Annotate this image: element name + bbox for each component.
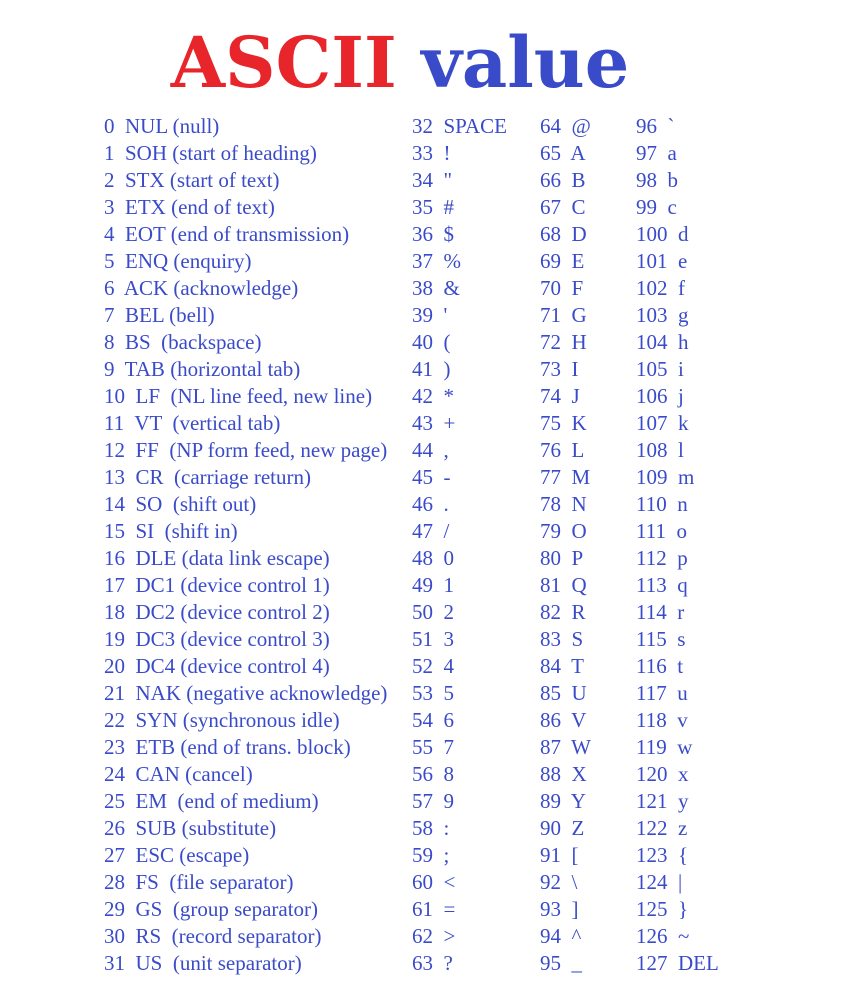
ascii-entry-col4: 110 n xyxy=(636,492,688,516)
ascii-entry-col2: 40 ( xyxy=(412,330,451,354)
ascii-entry-col2: 54 6 xyxy=(412,708,454,732)
ascii-entry-col3: 85 U xyxy=(540,681,587,705)
table-row xyxy=(0,789,868,816)
ascii-entry-col3: 68 D xyxy=(540,222,587,246)
ascii-entry-col3: 95 _ xyxy=(540,951,582,975)
ascii-entry-col2: 38 & xyxy=(412,276,460,300)
ascii-entry-col1: 3 ETX (end of text) xyxy=(104,195,275,219)
ascii-entry-col3: 77 M xyxy=(540,465,591,489)
ascii-entry-col2: 58 : xyxy=(412,816,450,840)
table-row xyxy=(0,303,868,330)
ascii-entry-col3: 80 P xyxy=(540,546,584,570)
table-row xyxy=(0,465,868,492)
table-row xyxy=(0,411,868,438)
ascii-entry-col3: 65 A xyxy=(540,141,586,165)
ascii-entry-col4: 113 q xyxy=(636,573,688,597)
ascii-entry-col1: 19 DC3 (device control 3) xyxy=(104,627,330,651)
ascii-entry-col4: 114 r xyxy=(636,600,685,624)
ascii-entry-col1: 22 SYN (synchronous idle) xyxy=(104,708,340,732)
ascii-entry-col3: 92 \ xyxy=(540,870,578,894)
ascii-entry-col2: 43 + xyxy=(412,411,456,435)
table-row xyxy=(0,762,868,789)
ascii-entry-col3: 73 I xyxy=(540,357,579,381)
ascii-entry-col1: 10 LF (NL line feed, new line) xyxy=(104,384,373,408)
ascii-entry-col2: 44 , xyxy=(412,438,449,462)
ascii-entry-col4: 126 ~ xyxy=(636,924,690,948)
ascii-entry-col3: 72 H xyxy=(540,330,587,354)
ascii-entry-col2: 33 ! xyxy=(412,141,451,165)
ascii-entry-col3: 93 ] xyxy=(540,897,579,921)
ascii-entry-col1: 20 DC4 (device control 4) xyxy=(104,654,330,678)
ascii-entry-col3: 81 Q xyxy=(540,573,587,597)
ascii-entry-col4: 124 | xyxy=(636,870,683,894)
ascii-entry-col1: 13 CR (carriage return) xyxy=(104,465,311,489)
ascii-entry-col4: 107 k xyxy=(636,411,689,435)
ascii-entry-col2: 39 ' xyxy=(412,303,448,327)
ascii-entry-col1: 16 DLE (data link escape) xyxy=(104,546,330,570)
ascii-entry-col4: 103 g xyxy=(636,303,689,327)
ascii-entry-col1: 17 DC1 (device control 1) xyxy=(104,573,330,597)
ascii-entry-col2: 60 < xyxy=(412,870,456,894)
ascii-entry-col2: 41 ) xyxy=(412,357,451,381)
ascii-entry-col3: 82 R xyxy=(540,600,586,624)
ascii-entry-col3: 83 S xyxy=(540,627,584,651)
table-row xyxy=(0,438,868,465)
ascii-entry-col1: 11 VT (vertical tab) xyxy=(104,411,281,435)
ascii-entry-col2: 46 . xyxy=(412,492,449,516)
ascii-entry-col2: 35 # xyxy=(412,195,454,219)
ascii-entry-col3: 64 @ xyxy=(540,114,591,138)
table-row xyxy=(0,681,868,708)
ascii-entry-col2: 48 0 xyxy=(412,546,454,570)
ascii-entry-col1: 23 ETB (end of trans. block) xyxy=(104,735,351,759)
table-row xyxy=(0,573,868,600)
table-row xyxy=(0,870,868,897)
ascii-entry-col1: 5 ENQ (enquiry) xyxy=(104,249,252,273)
table-row xyxy=(0,735,868,762)
ascii-entry-col4: 123 { xyxy=(636,843,689,867)
ascii-entry-col4: 99 c xyxy=(636,195,677,219)
ascii-entry-col2: 32 SPACE xyxy=(412,114,507,138)
table-row xyxy=(0,519,868,546)
page-title xyxy=(0,18,800,108)
ascii-entry-col2: 42 * xyxy=(412,384,454,408)
ascii-entry-col1: 21 NAK (negative acknowledge) xyxy=(104,681,388,705)
table-row xyxy=(0,330,868,357)
table-row xyxy=(0,654,868,681)
ascii-entry-col4: 98 b xyxy=(636,168,678,192)
table-row xyxy=(0,492,868,519)
ascii-entry-col2: 56 8 xyxy=(412,762,454,786)
ascii-entry-col1: 8 BS (backspace) xyxy=(104,330,262,354)
ascii-entry-col3: 78 N xyxy=(540,492,587,516)
ascii-entry-col2: 59 ; xyxy=(412,843,450,867)
ascii-entry-col2: 63 ? xyxy=(412,951,453,975)
ascii-entry-col1: 0 NUL (null) xyxy=(104,114,220,138)
title-value: value xyxy=(421,21,630,104)
ascii-entry-col1: 27 ESC (escape) xyxy=(104,843,250,867)
ascii-entry-col1: 28 FS (file separator) xyxy=(104,870,294,894)
table-row xyxy=(0,168,868,195)
table-row xyxy=(0,924,868,951)
ascii-entry-col1: 2 STX (start of text) xyxy=(104,168,280,192)
ascii-entry-col2: 47 / xyxy=(412,519,450,543)
table-row xyxy=(0,843,868,870)
ascii-entry-col1: 14 SO (shift out) xyxy=(104,492,257,516)
ascii-entry-col4: 102 f xyxy=(636,276,685,300)
ascii-entry-col3: 67 C xyxy=(540,195,586,219)
ascii-entry-col4: 117 u xyxy=(636,681,688,705)
ascii-entry-col2: 55 7 xyxy=(412,735,454,759)
ascii-entry-col2: 45 - xyxy=(412,465,451,489)
ascii-entry-col4: 116 t xyxy=(636,654,684,678)
ascii-entry-col1: 9 TAB (horizontal tab) xyxy=(104,357,301,381)
ascii-entry-col4: 108 l xyxy=(636,438,684,462)
ascii-entry-col4: 105 i xyxy=(636,357,684,381)
ascii-entry-col3: 71 G xyxy=(540,303,587,327)
ascii-entry-col3: 94 ^ xyxy=(540,924,582,948)
ascii-entry-col1: 31 US (unit separator) xyxy=(104,951,302,975)
table-row xyxy=(0,816,868,843)
ascii-entry-col4: 96 ` xyxy=(636,114,675,138)
ascii-entry-col4: 101 e xyxy=(636,249,688,273)
ascii-entry-col1: 25 EM (end of medium) xyxy=(104,789,319,813)
ascii-entry-col4: 115 s xyxy=(636,627,686,651)
ascii-entry-col1: 18 DC2 (device control 2) xyxy=(104,600,330,624)
ascii-entry-col4: 100 d xyxy=(636,222,689,246)
table-row xyxy=(0,114,868,141)
ascii-entry-col4: 119 w xyxy=(636,735,693,759)
table-row xyxy=(0,546,868,573)
table-row xyxy=(0,708,868,735)
ascii-entry-col4: 118 v xyxy=(636,708,688,732)
ascii-entry-col2: 36 $ xyxy=(412,222,454,246)
ascii-entry-col4: 122 z xyxy=(636,816,688,840)
table-row xyxy=(0,222,868,249)
ascii-entry-col2: 51 3 xyxy=(412,627,454,651)
ascii-entry-col3: 84 T xyxy=(540,654,584,678)
ascii-entry-col1: 15 SI (shift in) xyxy=(104,519,238,543)
ascii-entry-col2: 57 9 xyxy=(412,789,454,813)
ascii-entry-col4: 97 a xyxy=(636,141,677,165)
ascii-entry-col2: 50 2 xyxy=(412,600,454,624)
table-row xyxy=(0,357,868,384)
ascii-entry-col4: 121 y xyxy=(636,789,689,813)
table-row xyxy=(0,897,868,924)
ascii-entry-col2: 61 = xyxy=(412,897,456,921)
ascii-entry-col4: 111 o xyxy=(636,519,687,543)
ascii-entry-col1: 24 CAN (cancel) xyxy=(104,762,253,786)
table-row xyxy=(0,627,868,654)
table-row xyxy=(0,276,868,303)
table-row xyxy=(0,249,868,276)
ascii-entry-col2: 62 > xyxy=(412,924,456,948)
ascii-entry-col3: 74 J xyxy=(540,384,580,408)
ascii-entry-col2: 37 % xyxy=(412,249,461,273)
ascii-entry-col1: 30 RS (record separator) xyxy=(104,924,322,948)
ascii-entry-col3: 66 B xyxy=(540,168,586,192)
table-row xyxy=(0,951,868,978)
ascii-entry-col3: 76 L xyxy=(540,438,585,462)
ascii-entry-col3: 70 F xyxy=(540,276,584,300)
ascii-entry-col1: 26 SUB (substitute) xyxy=(104,816,277,840)
ascii-entry-col2: 53 5 xyxy=(412,681,454,705)
ascii-entry-col3: 75 K xyxy=(540,411,587,435)
ascii-entry-col4: 125 } xyxy=(636,897,689,921)
ascii-entry-col3: 91 [ xyxy=(540,843,579,867)
table-row xyxy=(0,195,868,222)
ascii-entry-col3: 87 W xyxy=(540,735,591,759)
ascii-entry-col3: 89 Y xyxy=(540,789,586,813)
ascii-entry-col4: 120 x xyxy=(636,762,689,786)
ascii-entry-col3: 90 Z xyxy=(540,816,585,840)
ascii-entry-col3: 79 O xyxy=(540,519,587,543)
ascii-entry-col4: 112 p xyxy=(636,546,688,570)
ascii-entry-col4: 127 DEL xyxy=(636,951,719,975)
ascii-entry-col3: 69 E xyxy=(540,249,585,273)
table-row xyxy=(0,141,868,168)
ascii-entry-col4: 104 h xyxy=(636,330,689,354)
table-row xyxy=(0,600,868,627)
ascii-entry-col1: 4 EOT (end of transmission) xyxy=(104,222,350,246)
ascii-entry-col1: 12 FF (NP form feed, new page) xyxy=(104,438,388,462)
ascii-entry-col2: 49 1 xyxy=(412,573,454,597)
ascii-entry-col1: 1 SOH (start of heading) xyxy=(104,141,317,165)
ascii-entry-col3: 88 X xyxy=(540,762,587,786)
ascii-entry-col4: 109 m xyxy=(636,465,695,489)
ascii-entry-col1: 7 BEL (bell) xyxy=(104,303,215,327)
ascii-entry-col2: 34 " xyxy=(412,168,453,192)
ascii-entry-col1: 29 GS (group separator) xyxy=(104,897,319,921)
ascii-entry-col2: 52 4 xyxy=(412,654,454,678)
ascii-entry-col3: 86 V xyxy=(540,708,587,732)
title-ascii: ASCII xyxy=(170,21,397,104)
ascii-entry-col1: 6 ACK (acknowledge) xyxy=(104,276,299,300)
table-row xyxy=(0,384,868,411)
ascii-entry-col4: 106 j xyxy=(636,384,684,408)
